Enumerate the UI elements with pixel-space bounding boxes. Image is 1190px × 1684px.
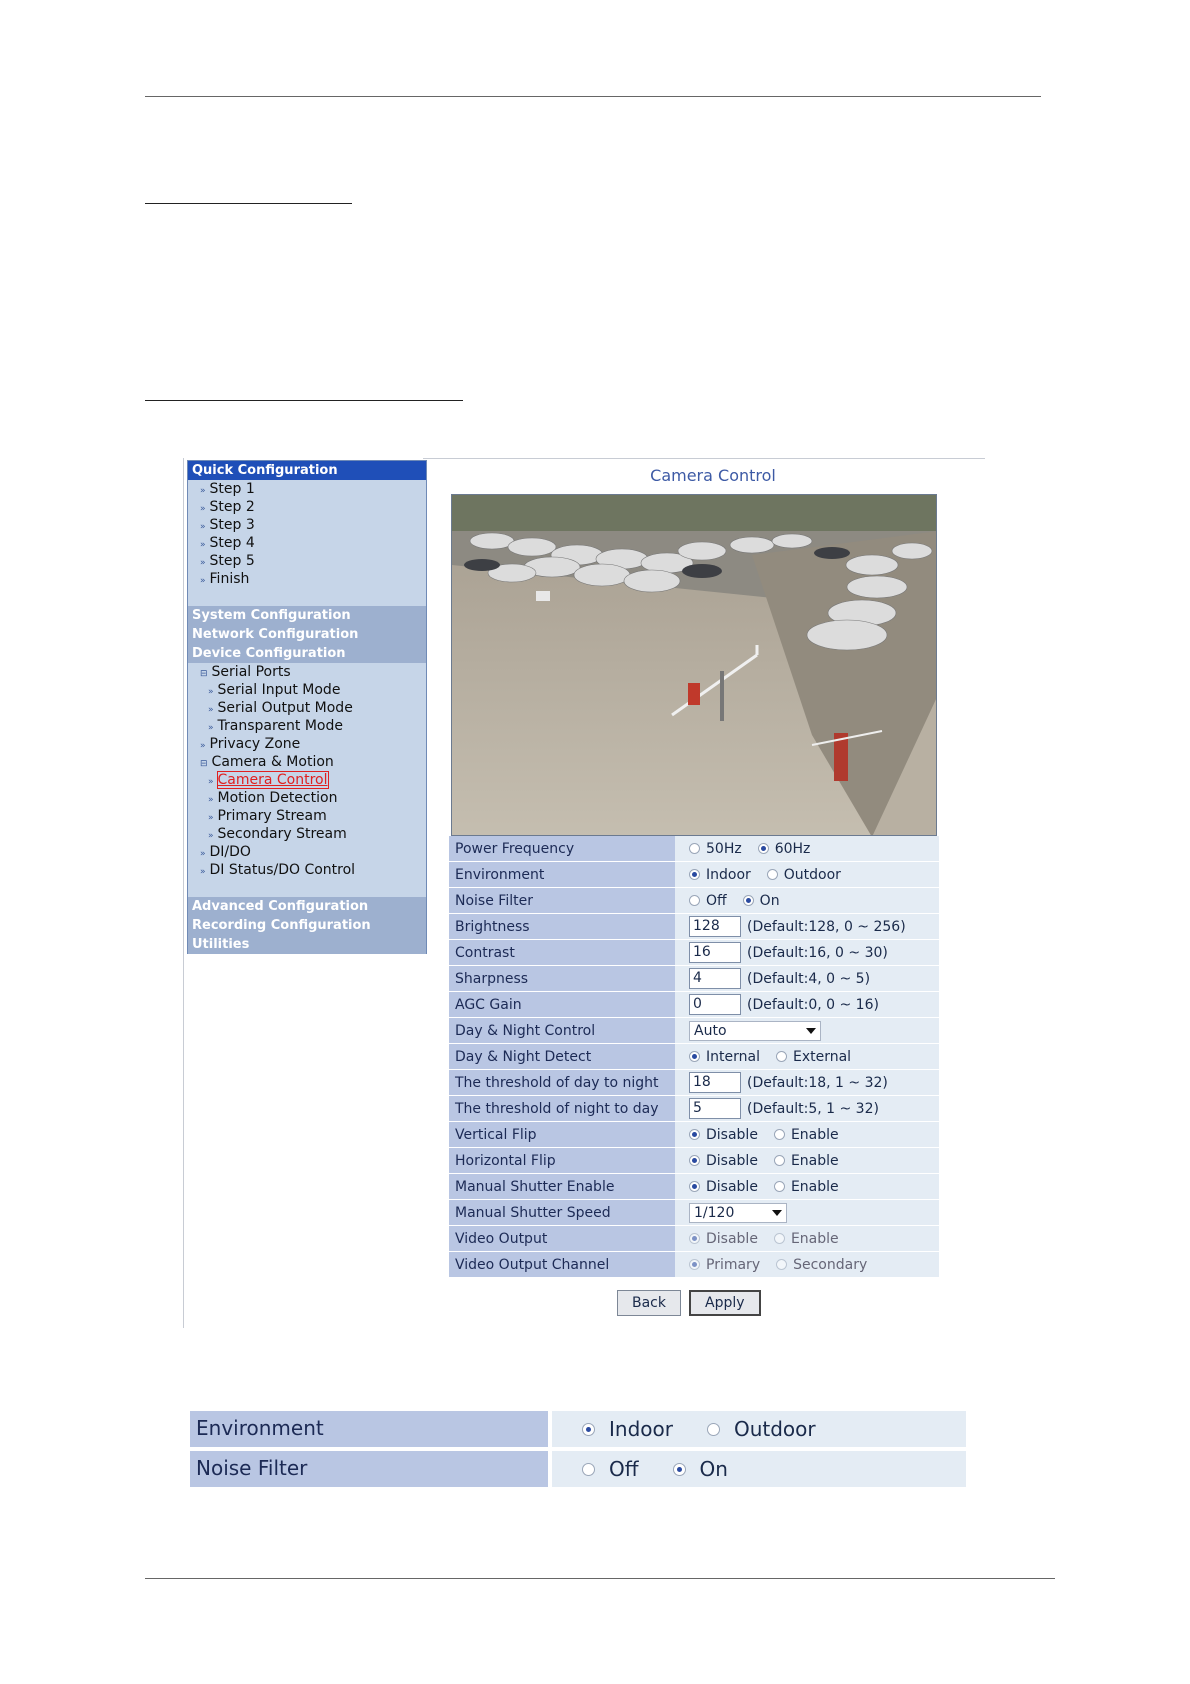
sidebar-item-serial-output-mode[interactable] [188, 699, 426, 717]
threshold-day-to-night-value [675, 1070, 939, 1095]
double-chevron-icon: » [208, 705, 214, 715]
row-brightness [449, 914, 939, 940]
zoom-environment-outdoor-radio[interactable] [707, 1423, 720, 1436]
contrast-input[interactable]: 16 [689, 942, 741, 963]
double-chevron-icon: » [200, 867, 206, 877]
environment-label: Environment [449, 862, 675, 887]
chevron-down-icon [772, 1210, 782, 1216]
radio-label: External [792, 1048, 852, 1065]
video-output-disable-radio[interactable] [689, 1233, 700, 1244]
radio-label: On [759, 892, 780, 909]
manual-shutter-enable-radio[interactable] [774, 1181, 785, 1192]
sidebar-item-label: DI Status/DO Control [209, 862, 356, 878]
day-night-detect-external-radio[interactable] [776, 1051, 787, 1062]
noise-filter-on-radio[interactable] [743, 895, 754, 906]
horizontal-flip-enable-radio[interactable] [774, 1155, 785, 1166]
heading-underline-1 [145, 203, 352, 204]
radio-label: Primary [706, 1256, 761, 1273]
radio-label: Enable [790, 1178, 839, 1195]
select-value: Auto [694, 1022, 727, 1039]
sidebar-item-label: Transparent Mode [217, 718, 343, 734]
double-chevron-icon: » [208, 813, 214, 823]
radio-label: Off [706, 892, 727, 909]
horizontal-flip-value [675, 1148, 939, 1173]
form-buttons [617, 1290, 761, 1316]
sidebar-item-label: Camera & Motion [211, 754, 334, 770]
row-contrast [449, 940, 939, 966]
radio-label: Secondary [793, 1256, 868, 1273]
sidebar-item-motion-detection[interactable] [188, 789, 426, 807]
sidebar-header-network-configuration[interactable]: Network Configuration [188, 625, 426, 644]
video-output-channel-primary-radio[interactable] [689, 1259, 700, 1270]
double-chevron-icon: » [208, 687, 214, 697]
manual-shutter-enable-label: Manual Shutter Enable [449, 1174, 675, 1199]
sidebar-item-serial-ports[interactable] [188, 663, 426, 681]
sidebar-spacer [188, 879, 426, 897]
manual-shutter-speed-label: Manual Shutter Speed [449, 1200, 675, 1225]
sidebar-item-label: Step 3 [209, 517, 255, 533]
radio-label: Disable [706, 1230, 758, 1247]
row-agc-gain [449, 992, 939, 1018]
manual-shutter-disable-radio[interactable] [689, 1181, 700, 1192]
back-button[interactable]: Back [617, 1290, 681, 1316]
vertical-flip-value [675, 1122, 939, 1147]
row-manual-shutter-speed [449, 1200, 939, 1226]
double-chevron-icon: » [208, 831, 214, 841]
sidebar-item-label: Camera Control [217, 772, 328, 788]
sidebar-header-recording-configuration[interactable]: Recording Configuration [188, 916, 426, 935]
double-chevron-icon: » [200, 849, 206, 859]
video-output-channel-value [675, 1252, 939, 1277]
threshold-day-to-night-label: The threshold of day to night [449, 1070, 675, 1095]
row-sharpness [449, 966, 939, 992]
zoom-noise-filter-label: Noise Filter [190, 1451, 548, 1487]
sidebar-item-label: Serial Input Mode [217, 682, 341, 698]
zoomed-settings-excerpt [190, 1411, 966, 1491]
brightness-label: Brightness [449, 914, 675, 939]
double-chevron-icon: » [208, 723, 214, 733]
power-frequency-label: Power Frequency [449, 836, 675, 861]
sidebar-item-label: Finish [209, 571, 250, 587]
double-chevron-icon: » [200, 558, 206, 568]
vertical-flip-label: Vertical Flip [449, 1122, 675, 1147]
collapse-minus-icon: ⊟ [200, 759, 208, 769]
zoom-noise-filter-on-radio[interactable] [673, 1463, 686, 1476]
contrast-label: Contrast [449, 940, 675, 965]
radio-label: Off [609, 1457, 639, 1481]
radio-label: Disable [706, 1178, 758, 1195]
sidebar-header-utilities[interactable]: Utilities [188, 935, 426, 954]
row-threshold-night-to-day [449, 1096, 939, 1122]
video-output-enable-radio[interactable] [774, 1233, 785, 1244]
camera-control-screenshot [183, 458, 985, 1328]
noise-filter-label: Noise Filter [449, 888, 675, 913]
manual-shutter-speed-value [675, 1200, 939, 1225]
video-output-value [675, 1226, 939, 1251]
power-frequency-value [675, 836, 939, 861]
header-rule [145, 96, 1041, 97]
double-chevron-icon: » [200, 504, 206, 514]
sidebar-item-transparent-mode[interactable] [188, 717, 426, 735]
sidebar-item-step-2[interactable] [188, 498, 426, 516]
vertical-flip-disable-radio[interactable] [689, 1129, 700, 1140]
sidebar-item-label: DI/DO [209, 844, 251, 860]
row-environment [449, 862, 939, 888]
collapse-minus-icon: ⊟ [200, 669, 208, 679]
sharpness-value [675, 966, 939, 991]
noise-filter-value [675, 888, 939, 913]
camera-live-view [451, 494, 937, 836]
select-value: 1/120 [694, 1204, 735, 1221]
threshold-night-to-day-input[interactable]: 5 [689, 1098, 741, 1119]
sidebar-item-label: Privacy Zone [209, 736, 301, 752]
sidebar-item-label: Step 5 [209, 553, 255, 569]
sidebar-item-label: Step 1 [209, 481, 255, 497]
sidebar-header-device-configuration[interactable]: Device Configuration [188, 644, 426, 663]
environment-outdoor-radio[interactable] [767, 869, 778, 880]
sidebar-item-label: Secondary Stream [217, 826, 347, 842]
sidebar-item-di-do[interactable] [188, 843, 426, 861]
day-night-control-value [675, 1018, 939, 1043]
day-night-detect-value [675, 1044, 939, 1069]
chevron-down-icon [806, 1028, 816, 1034]
radio-label: 60Hz [774, 840, 811, 857]
sharpness-label: Sharpness [449, 966, 675, 991]
zoom-environment-indoor-radio[interactable] [582, 1423, 595, 1436]
agc-gain-value [675, 992, 939, 1017]
threshold-night-to-day-hint: (Default:5, 1 ~ 32) [747, 1100, 879, 1117]
row-manual-shutter-enable [449, 1174, 939, 1200]
power-frequency-60hz-radio[interactable] [758, 843, 769, 854]
sidebar-item-label: Primary Stream [217, 808, 327, 824]
radio-label: Disable [706, 1126, 758, 1143]
sidebar-item-step-4[interactable] [188, 534, 426, 552]
camera-settings-table [449, 836, 939, 1278]
day-night-detect-internal-radio[interactable] [689, 1051, 700, 1062]
double-chevron-icon: » [200, 486, 206, 496]
manual-shutter-speed-select[interactable] [689, 1203, 787, 1223]
row-vertical-flip [449, 1122, 939, 1148]
sidebar-item-primary-stream[interactable] [188, 807, 426, 825]
video-output-channel-label: Video Output Channel [449, 1252, 675, 1277]
video-output-label: Video Output [449, 1226, 675, 1251]
video-output-channel-secondary-radio[interactable] [776, 1259, 787, 1270]
sidebar-item-camera-control[interactable] [188, 771, 426, 789]
sidebar-header-quick-configuration[interactable]: Quick Configuration [188, 461, 426, 480]
radio-label: Outdoor [783, 866, 841, 883]
radio-label: On [699, 1457, 728, 1481]
sidebar-item-privacy-zone[interactable] [188, 735, 426, 753]
radio-label: Enable [790, 1152, 839, 1169]
sidebar-item-finish[interactable] [188, 570, 426, 588]
sidebar-item-step-1[interactable] [188, 480, 426, 498]
row-video-output [449, 1226, 939, 1252]
row-power-frequency [449, 836, 939, 862]
radio-label: Internal [706, 1048, 760, 1065]
sidebar-item-serial-input-mode[interactable] [188, 681, 426, 699]
agc-gain-label: AGC Gain [449, 992, 675, 1017]
threshold-night-to-day-label: The threshold of night to day [449, 1096, 675, 1121]
threshold-night-to-day-value [675, 1096, 939, 1121]
radio-label: Enable [790, 1230, 839, 1247]
brightness-input[interactable]: 128 [689, 916, 741, 937]
sidebar-item-di-status-do-control[interactable] [188, 861, 426, 879]
row-noise-filter [449, 888, 939, 914]
row-threshold-day-to-night [449, 1070, 939, 1096]
double-chevron-icon: » [200, 576, 206, 586]
heading-underline-2 [145, 400, 463, 401]
sidebar-header-advanced-configuration[interactable]: Advanced Configuration [188, 897, 426, 916]
sidebar-item-step-5[interactable] [188, 552, 426, 570]
zoom-noise-filter-off-radio[interactable] [582, 1463, 595, 1476]
sidebar-item-secondary-stream[interactable] [188, 825, 426, 843]
agc-gain-input[interactable]: 0 [689, 994, 741, 1015]
zoom-environment-label: Environment [190, 1411, 548, 1447]
double-chevron-icon: » [200, 741, 206, 751]
double-chevron-icon: » [208, 777, 214, 787]
zoom-row-environment [190, 1411, 966, 1447]
radio-label: 50Hz [706, 840, 742, 857]
sidebar-item-label: Step 2 [209, 499, 255, 515]
footer-rule [145, 1578, 1055, 1579]
environment-value [675, 862, 939, 887]
day-night-detect-label: Day & Night Detect [449, 1044, 675, 1069]
zoom-environment-value [552, 1411, 966, 1447]
panel-top-border [423, 458, 985, 459]
radio-label: Enable [790, 1126, 839, 1143]
contrast-value [675, 940, 939, 965]
double-chevron-icon: » [208, 795, 214, 805]
contrast-hint: (Default:16, 0 ~ 30) [747, 944, 888, 961]
sidebar-item-label: Serial Ports [211, 664, 291, 680]
brightness-hint: (Default:128, 0 ~ 256) [747, 918, 906, 935]
zoom-noise-filter-value [552, 1451, 966, 1487]
row-horizontal-flip [449, 1148, 939, 1174]
parking-lot-image [452, 495, 937, 836]
vertical-flip-enable-radio[interactable] [774, 1129, 785, 1140]
radio-label: Indoor [609, 1417, 673, 1441]
row-day-night-control [449, 1018, 939, 1044]
double-chevron-icon: » [200, 540, 206, 550]
radio-label: Indoor [706, 866, 751, 883]
panel-left-border [183, 458, 184, 1328]
horizontal-flip-label: Horizontal Flip [449, 1148, 675, 1173]
agc-gain-hint: (Default:0, 0 ~ 16) [747, 996, 879, 1013]
power-frequency-50hz-radio[interactable] [689, 843, 700, 854]
row-video-output-channel [449, 1252, 939, 1278]
double-chevron-icon: » [200, 522, 206, 532]
sharpness-hint: (Default:4, 0 ~ 5) [747, 970, 871, 987]
row-day-night-detect [449, 1044, 939, 1070]
sidebar-item-label: Step 4 [209, 535, 255, 551]
environment-indoor-radio[interactable] [689, 869, 700, 880]
sidebar [187, 460, 427, 954]
brightness-value [675, 914, 939, 939]
day-night-control-label: Day & Night Control [449, 1018, 675, 1043]
radio-label: Disable [706, 1152, 758, 1169]
sidebar-item-label: Serial Output Mode [217, 700, 353, 716]
page-title: Camera Control [650, 466, 776, 485]
noise-filter-off-radio[interactable] [689, 895, 700, 906]
sidebar-item-label: Motion Detection [217, 790, 338, 806]
day-night-control-select[interactable] [689, 1021, 821, 1041]
sidebar-spacer [188, 588, 426, 606]
sidebar-header-system-configuration[interactable]: System Configuration [188, 606, 426, 625]
threshold-day-to-night-input[interactable]: 18 [689, 1072, 741, 1093]
horizontal-flip-disable-radio[interactable] [689, 1155, 700, 1166]
threshold-day-to-night-hint: (Default:18, 1 ~ 32) [747, 1074, 888, 1091]
sidebar-item-step-3[interactable] [188, 516, 426, 534]
zoom-row-noise-filter [190, 1451, 966, 1487]
radio-label: Outdoor [733, 1417, 816, 1441]
apply-button[interactable]: Apply [689, 1290, 761, 1316]
sharpness-input[interactable]: 4 [689, 968, 741, 989]
sidebar-item-camera-motion[interactable] [188, 753, 426, 771]
manual-shutter-enable-value [675, 1174, 939, 1199]
